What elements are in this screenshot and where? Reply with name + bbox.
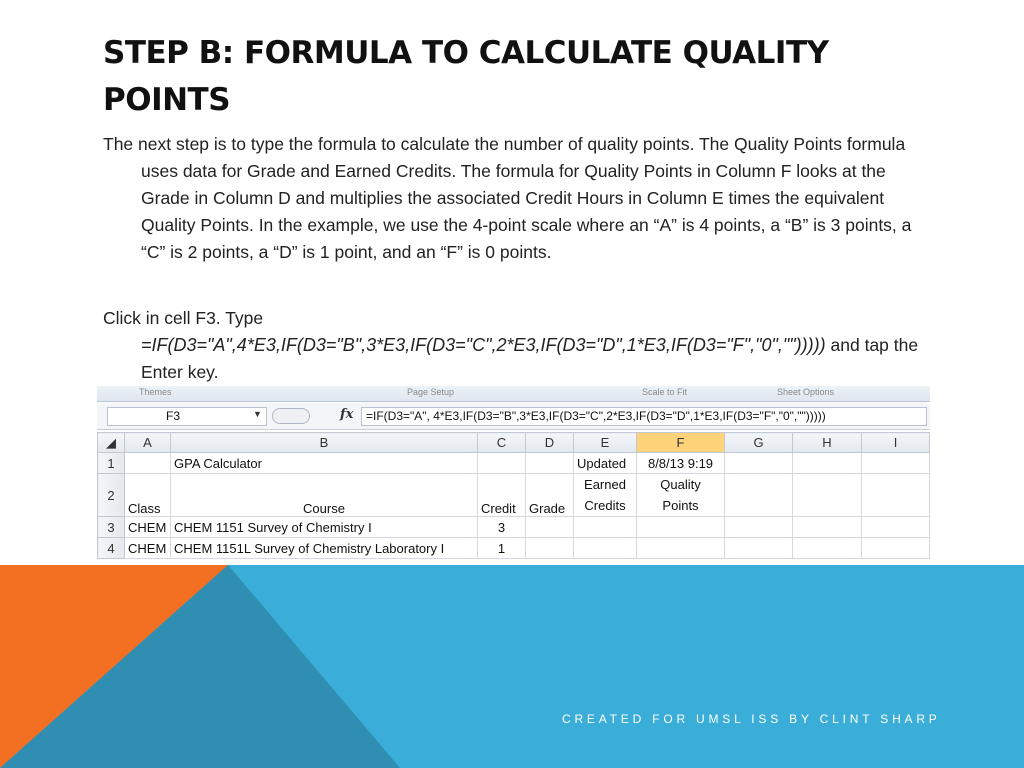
column-header-c[interactable]: C [478, 433, 526, 453]
formula-bar [97, 403, 930, 430]
cell-d2[interactable]: Grade [526, 474, 574, 517]
row-header[interactable]: 4 [98, 538, 125, 559]
row-header[interactable]: 1 [98, 453, 125, 474]
cell-d4[interactable] [526, 538, 574, 559]
cell-f3-selected[interactable] [637, 517, 725, 538]
cell-g4[interactable] [725, 538, 793, 559]
ribbon-strip [97, 386, 930, 402]
row-header[interactable]: 2 [98, 474, 125, 517]
table-row [98, 517, 930, 538]
cell-i4[interactable] [862, 538, 930, 559]
cell-f2[interactable] [637, 474, 725, 517]
cell-g3[interactable] [725, 517, 793, 538]
cell-b4[interactable]: CHEM 1151L Survey of Chemistry Laboratory I [171, 538, 478, 559]
ribbon-group-scale: Scale to Fit [642, 387, 688, 397]
ribbon-group-page-setup: Page Setup [407, 387, 455, 397]
cell-b2[interactable]: Course [171, 474, 478, 517]
cell-d3[interactable] [526, 517, 574, 538]
cell-h2[interactable] [793, 474, 862, 517]
cell-e2[interactable] [574, 474, 637, 517]
cell-f1[interactable]: 8/8/13 9:19 [637, 453, 725, 474]
cell-a3[interactable]: CHEM [125, 517, 171, 538]
formula-controls [272, 407, 357, 426]
slide-title: STEP B: FORMULA TO CALCULATE QUALITY POINTS [103, 35, 829, 118]
instruction-prefix: Click in cell F3. Type [103, 308, 264, 328]
cell-g2[interactable] [725, 474, 793, 517]
fx-icon[interactable]: fx [340, 407, 354, 422]
column-header-d[interactable]: D [526, 433, 574, 453]
cell-c3[interactable]: 3 [478, 517, 526, 538]
instruction-paragraph: The next step is to type the formula to calculate the number of quality points. The Quality Points formula uses data for Grade and Earned Credits. The formula for Quality Points in Column F looks at the Grade in Column D and multiplies the associated Credit Hours in Column E times the equivalent Quality Points. In the example, we use the 4-point scale where an “A” is 4 points, a “B” is 3 points, a “C” is 2 points, a “D” is 1 point, and an “F” is 0 points. [103, 134, 912, 262]
cell-c4[interactable]: 1 [478, 538, 526, 559]
column-header-e[interactable]: E [574, 433, 637, 453]
excel-screenshot [97, 386, 930, 560]
cell-e4[interactable] [574, 538, 637, 559]
cell-f2-line2: Points [662, 498, 699, 513]
cell-d1[interactable] [526, 453, 574, 474]
cell-b1[interactable]: GPA Calculator [171, 453, 478, 474]
cell-i1[interactable] [862, 453, 930, 474]
cell-f2-line1: Quality [660, 477, 701, 492]
cell-e2-line1: Earned [584, 477, 626, 492]
column-header-h[interactable]: H [793, 433, 862, 453]
click-instruction [103, 305, 933, 386]
table-row [98, 453, 930, 474]
cell-a2[interactable]: Class [125, 474, 171, 517]
cell-e1[interactable]: Updated [574, 453, 637, 474]
cell-c2[interactable]: Credit [478, 474, 526, 517]
row-header[interactable]: 3 [98, 517, 125, 538]
cell-h1[interactable] [793, 453, 862, 474]
cell-f4[interactable] [637, 538, 725, 559]
cell-e3[interactable] [574, 517, 637, 538]
column-header-g[interactable]: G [725, 433, 793, 453]
cell-h4[interactable] [793, 538, 862, 559]
cell-i2[interactable] [862, 474, 930, 517]
instruction-suffix: and tap the Enter key. [141, 335, 919, 382]
table-row [98, 538, 930, 559]
cell-b3[interactable]: CHEM 1151 Survey of Chemistry I [171, 517, 478, 538]
column-header-row [98, 433, 930, 453]
cell-c1[interactable] [478, 453, 526, 474]
column-header-f[interactable]: F [637, 433, 725, 453]
footer-decoration [0, 565, 1024, 768]
name-box[interactable]: F3 [107, 407, 267, 426]
cell-a4[interactable]: CHEM [125, 538, 171, 559]
footer-credit: CREATED FOR UMSL ISS BY CLINT SHARP [562, 712, 941, 726]
formula-text: =IF(D3="A",4*E3,IF(D3="B",3*E3,IF(D3="C",2*E3,IF(D3="D",1*E3,IF(D3="F","0",""))))) [141, 335, 826, 355]
column-header-i[interactable]: I [862, 433, 930, 453]
spreadsheet-grid [97, 432, 930, 559]
formula-bar-resize-handle[interactable] [272, 408, 310, 424]
select-all-corner[interactable]: ◢ [98, 433, 125, 453]
cell-e2-line2: Credits [584, 498, 626, 513]
formula-input[interactable]: =IF(D3="A", 4*E3,IF(D3="B",3*E3,IF(D3="C",2*E3,IF(D3="D",1*E3,IF(D3="F","0",""))))) [361, 407, 927, 426]
cell-g1[interactable] [725, 453, 793, 474]
cell-i3[interactable] [862, 517, 930, 538]
ribbon-group-sheet-options: Sheet Options [777, 387, 835, 397]
cell-a1[interactable] [125, 453, 171, 474]
ribbon-group-themes: Themes [139, 387, 172, 397]
chevron-down-icon[interactable]: ▼ [253, 409, 262, 419]
table-row [98, 474, 930, 517]
cell-h3[interactable] [793, 517, 862, 538]
column-header-b[interactable]: B [171, 433, 478, 453]
column-header-a[interactable]: A [125, 433, 171, 453]
